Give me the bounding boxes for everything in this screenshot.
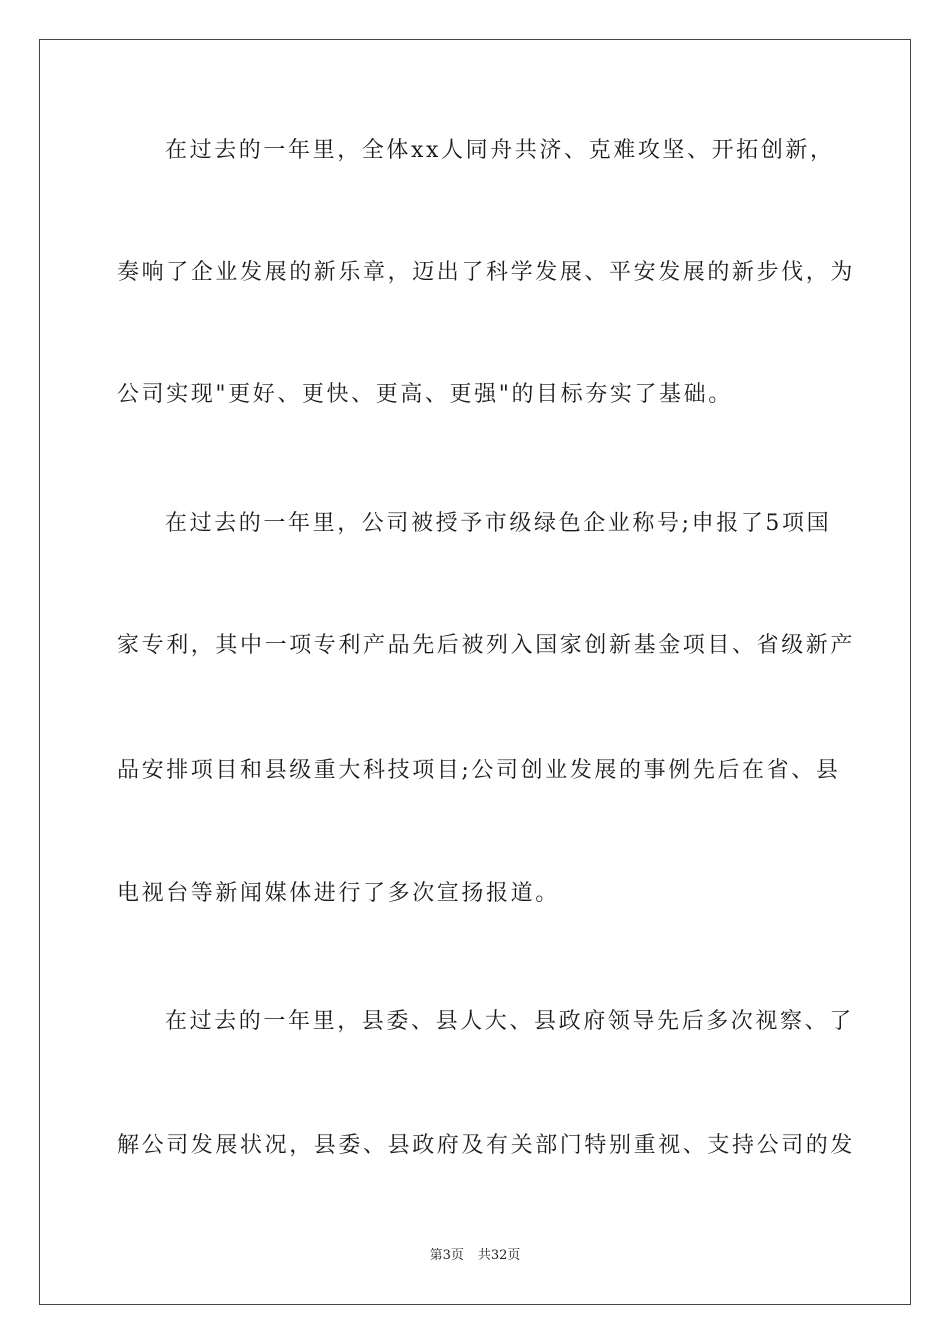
paragraph-3-line-1: 在过去的一年里，县委、县人大、县政府领导先后多次视察、了 <box>165 1009 854 1034</box>
paragraph-2-line-4: 电视台等新闻媒体进行了多次宣扬报道。 <box>117 881 560 906</box>
paragraph-1-line-2: 奏响了企业发展的新乐章，迈出了科学发展、平安发展的新步伐，为 <box>117 260 856 285</box>
paragraph-3-line-2: 解公司发展状况，县委、县政府及有关部门特别重视、支持公司的发 <box>117 1133 856 1158</box>
page-number: 第3页 <box>429 1248 464 1263</box>
page-footer <box>0 1247 950 1265</box>
paragraph-1-line-3: 公司实现"更好、更快、更高、更强"的目标夯实了基础。 <box>117 382 733 407</box>
paragraph-2-line-3: 品安排项目和县级重大科技项目;公司创业发展的事例先后在省、县 <box>117 758 841 783</box>
paragraph-2-line-2: 家专利，其中一项专利产品先后被列入国家创新基金项目、省级新产 <box>117 633 856 658</box>
paragraph-1-line-1: 在过去的一年里，全体xx人同舟共济、克难攻坚、开拓创新， <box>165 138 835 163</box>
paragraph-2-line-1: 在过去的一年里，公司被授予市级绿色企业称号;申报了5项国 <box>165 511 832 536</box>
page-frame <box>39 39 911 1305</box>
page-total: 共32页 <box>477 1248 521 1263</box>
